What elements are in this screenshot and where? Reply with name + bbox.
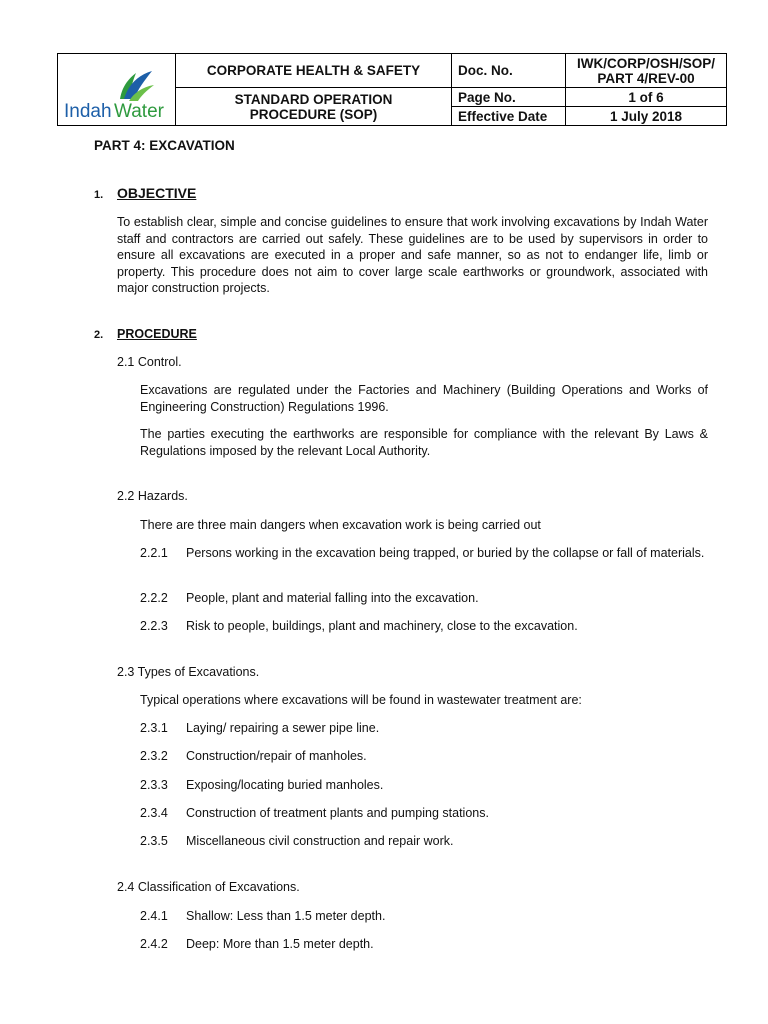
hazard-item-number: 2.2.1 xyxy=(140,546,168,560)
type-item-text: Construction/repair of manholes. xyxy=(186,749,367,763)
doc-no-line1: IWK/CORP/OSH/SOP/ xyxy=(576,55,715,71)
types-intro: Typical operations where excavations will be found in wastewater treatment are: xyxy=(140,693,582,707)
part-title: PART 4: EXCAVATION xyxy=(94,138,235,153)
hazards-heading: 2.2 Hazards. xyxy=(117,489,188,503)
control-para2: The parties executing the earthworks are responsible for compliance with the relevant By Laws & Regulations imposed by the relevant Local Authority. xyxy=(140,427,708,458)
type-item-number: 2.3.3 xyxy=(140,778,168,792)
logo-text-water: Water xyxy=(113,100,164,122)
section2-number: 2. xyxy=(94,329,104,341)
hazards-intro: There are three main dangers when excavation work is being carried out xyxy=(140,518,541,532)
type-item-number: 2.3.2 xyxy=(140,749,168,763)
effective-date-label: Effective Date xyxy=(452,107,566,126)
hazard-item-number: 2.2.3 xyxy=(140,619,168,633)
document-header-table xyxy=(57,53,727,126)
control-para1: Excavations are regulated under the Factories and Machinery (Building Operations and Works of Engineering Construction) Regulations 1996. xyxy=(140,383,708,414)
classification-item-number: 2.4.1 xyxy=(140,909,168,923)
type-item-number: 2.3.1 xyxy=(140,721,168,735)
classification-item-text: Deep: More than 1.5 meter depth. xyxy=(186,937,374,951)
indah-water-logo xyxy=(58,55,175,125)
doc-no-value xyxy=(566,54,727,88)
logo-text-indah: Indah xyxy=(63,100,112,122)
header-title-text: CORPORATE HEALTH & SAFETY xyxy=(206,63,421,78)
hazard-item-text: People, plant and material falling into the excavation. xyxy=(186,591,479,605)
type-item-text: Exposing/locating buried manholes. xyxy=(186,778,384,792)
control-heading: 2.1 Control. xyxy=(117,355,182,369)
type-item-text: Construction of treatment plants and pumping stations. xyxy=(186,806,489,820)
doc-no-label: Doc. No. xyxy=(452,54,566,88)
section2-heading: PROCEDURE xyxy=(117,327,197,341)
header-subtitle-line2: PROCEDURE (SOP) xyxy=(249,106,378,122)
page-no-value: 1 of 6 xyxy=(566,88,727,107)
header-subtitle xyxy=(176,88,452,126)
doc-no-line2: PART 4/REV-00 xyxy=(597,70,695,86)
header-subtitle-line1: STANDARD OPERATION xyxy=(234,91,393,107)
header-title xyxy=(176,54,452,88)
page-no-label: Page No. xyxy=(452,88,566,107)
classification-heading: 2.4 Classification of Excavations. xyxy=(117,880,300,894)
type-item-number: 2.3.4 xyxy=(140,806,168,820)
classification-item-text: Shallow: Less than 1.5 meter depth. xyxy=(186,909,386,923)
hazard-item-text: Risk to people, buildings, plant and machinery, close to the excavation. xyxy=(186,619,578,633)
type-item-number: 2.3.5 xyxy=(140,834,168,848)
types-heading: 2.3 Types of Excavations. xyxy=(117,665,260,679)
indah-water-logo-graphic xyxy=(62,59,172,125)
type-item-text: Miscellaneous civil construction and repair work. xyxy=(186,834,454,848)
effective-date-value: 1 July 2018 xyxy=(566,107,727,126)
section1-heading: OBJECTIVE xyxy=(117,185,197,201)
hazard-item-text: Persons working in the excavation being trapped, or buried by the collapse or fall of materials. xyxy=(186,546,705,560)
logo-cell xyxy=(58,54,176,126)
classification-item-number: 2.4.2 xyxy=(140,937,168,951)
type-item-text: Laying/ repairing a sewer pipe line. xyxy=(186,721,380,735)
objective-paragraph: To establish clear, simple and concise guidelines to ensure that work involving excavations by Indah Water staff and contractors are carried out safely. These guidelines are to be used by supervisors in order to ensure all excavations are executed in a proper and safe manner, so as not to endanger life, limb or property. This procedure does not aim to cover large scale earthworks or groundwork, associated with major construction projects. xyxy=(117,215,708,295)
section1-number: 1. xyxy=(94,189,104,201)
hazard-item-number: 2.2.2 xyxy=(140,591,168,605)
